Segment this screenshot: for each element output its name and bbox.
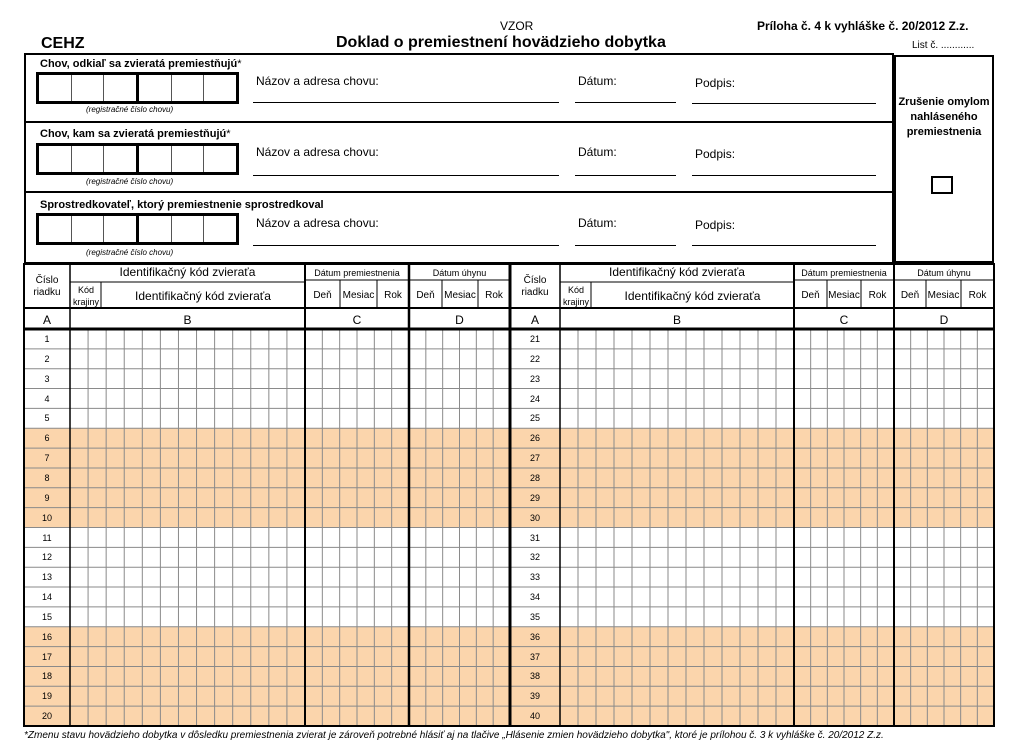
annex-reference: Príloha č. 4 k vyhláške č. 20/2012 Z.z. (757, 19, 969, 33)
sample-label: VZOR (500, 19, 534, 33)
origin-date-label: Dátum: (578, 74, 617, 88)
sheet-label: List č. (912, 40, 939, 51)
destination-date-label: Dátum: (578, 145, 617, 159)
col-letter-b-left: B (183, 313, 192, 327)
move-month-header-right: Mesiac (828, 290, 860, 301)
origin-address-label: Názov a adresa chovu: (256, 74, 379, 88)
col-letter-c-left: C (352, 313, 362, 327)
row-number-left: 15 (41, 611, 52, 622)
cancellation-label: Zrušenie omylom nahláseného premiestnenia (898, 96, 990, 138)
row-number-left: 7 (44, 453, 50, 464)
id-code-header-right: Identifikačný kód zvieraťa (624, 289, 761, 303)
row-number-right: 31 (529, 532, 540, 543)
row-number-right: 32 (529, 552, 540, 563)
footnote: *Zmenu stavu hovädzieho dobytka v dôsledku premiestnenia zvierat je zároveň potrebné hlásiť aj na tlačive „Hlásenie zmien hovädzieho dobytka", ktoré je prílohou č. 3 k vyhláške č. 20/2012 Z.z. (24, 730, 884, 741)
move-year-header-left: Rok (384, 290, 402, 301)
row-number-right: 25 (529, 413, 540, 424)
row-number-right: 27 (529, 453, 540, 464)
id-code-header-left: Identifikačný kód zvieraťa (135, 289, 271, 303)
row-number-left: 20 (41, 711, 52, 722)
col-letter-a-left: A (42, 313, 51, 327)
move-day-header-right: Deň (801, 290, 820, 301)
row-number-left: 9 (44, 492, 50, 503)
row-number-right: 36 (529, 631, 540, 642)
col-letter-d-right: D (939, 313, 949, 327)
loss-year-header-right: Rok (968, 290, 987, 301)
intermediary-date-label: Dátum: (578, 216, 617, 230)
row-number-left: 16 (41, 631, 52, 642)
row-number-left: 2 (44, 353, 50, 364)
row-number-right: 29 (529, 492, 540, 503)
row-number-right: 22 (529, 353, 540, 364)
move-day-header-left: Deň (313, 290, 332, 301)
row-number-right: 26 (529, 433, 540, 444)
form-code: CEHZ (41, 35, 85, 52)
move-date-header-right: Dátum premiestnenia (801, 268, 887, 278)
row-number-right: 23 (529, 373, 540, 384)
col-letter-a-right: A (530, 313, 539, 327)
section-origin-title: Chov, odkiaľ sa zvieratá premiestňujú* (40, 58, 242, 70)
row-number-left: 8 (44, 472, 50, 483)
country-code-header-right: Kód krajiny (562, 285, 589, 307)
col-letter-c-right: C (839, 313, 849, 327)
intermediary-address-label: Názov a adresa chovu: (256, 216, 379, 230)
row-number-right: 37 (529, 651, 540, 662)
row-number-left: 4 (44, 393, 50, 404)
loss-year-header-left: Rok (485, 290, 503, 301)
row-number-right: 34 (529, 592, 540, 603)
row-number-left: 12 (41, 552, 52, 563)
country-code-header-left: Kód krajiny (72, 285, 99, 307)
destination-signature-label: Podpis: (695, 147, 736, 161)
col-letter-b-right: B (672, 313, 681, 327)
row-number-left: 5 (44, 413, 50, 424)
row-number-right: 39 (529, 691, 540, 702)
row-number-left: 6 (44, 433, 50, 444)
row-number-left: 19 (41, 691, 52, 702)
loss-day-header-left: Deň (416, 290, 435, 301)
origin-registration-caption: (registračné číslo chovu) (86, 105, 174, 114)
row-number-header-right: Číslo riadku (521, 275, 549, 298)
move-month-header-left: Mesiac (342, 290, 375, 301)
loss-month-header-right: Mesiac (927, 290, 960, 301)
row-number-right: 30 (529, 512, 540, 523)
intermediary-registration-caption: (registračné číslo chovu) (86, 248, 174, 257)
col-letter-d-left: D (455, 313, 464, 327)
row-number-right: 24 (529, 393, 540, 404)
row-number-right: 38 (529, 671, 540, 682)
row-number-right: 40 (529, 711, 540, 722)
loss-day-header-right: Deň (900, 290, 920, 301)
loss-date-header-left: Dátum úhynu (432, 268, 487, 278)
page-title: Doklad o premiestnení hovädzieho dobytka (336, 34, 666, 51)
destination-address-label: Názov a adresa chovu: (256, 145, 379, 159)
intermediary-signature-label: Podpis: (695, 218, 736, 232)
id-code-group-header-left: Identifikačný kód zvieraťa (119, 265, 256, 279)
row-number-right: 35 (529, 611, 540, 622)
row-number-left: 1 (44, 334, 50, 344)
row-number-right: 21 (529, 334, 540, 344)
row-number-right: 28 (529, 472, 540, 483)
row-number-left: 11 (42, 532, 52, 543)
row-number-left: 13 (41, 572, 52, 583)
section-destination-title: Chov, kam sa zvieratá premiestňujú* (40, 128, 231, 140)
sheet-number-field[interactable]: ............ (940, 40, 975, 51)
row-number-left: 3 (44, 373, 50, 384)
move-date-header-left: Dátum premiestnenia (314, 268, 400, 278)
row-number-left: 18 (41, 671, 52, 682)
row-number-left: 10 (41, 512, 52, 523)
row-number-left: 14 (41, 592, 52, 603)
row-number-header-left: Číslo riadku (33, 275, 61, 298)
destination-registration-caption: (registračné číslo chovu) (86, 177, 174, 186)
section-intermediary-title: Sprostredkovateľ, ktorý premiestnenie sprostredkoval (40, 199, 324, 211)
id-code-group-header-right: Identifikačný kód zvieraťa (609, 265, 745, 279)
row-number-left: 17 (41, 651, 52, 662)
loss-month-header-left: Mesiac (444, 290, 476, 301)
loss-date-header-right: Dátum úhynu (917, 268, 971, 278)
row-number-right: 33 (529, 572, 540, 583)
origin-signature-label: Podpis: (695, 76, 736, 90)
move-year-header-right: Rok (868, 290, 887, 301)
